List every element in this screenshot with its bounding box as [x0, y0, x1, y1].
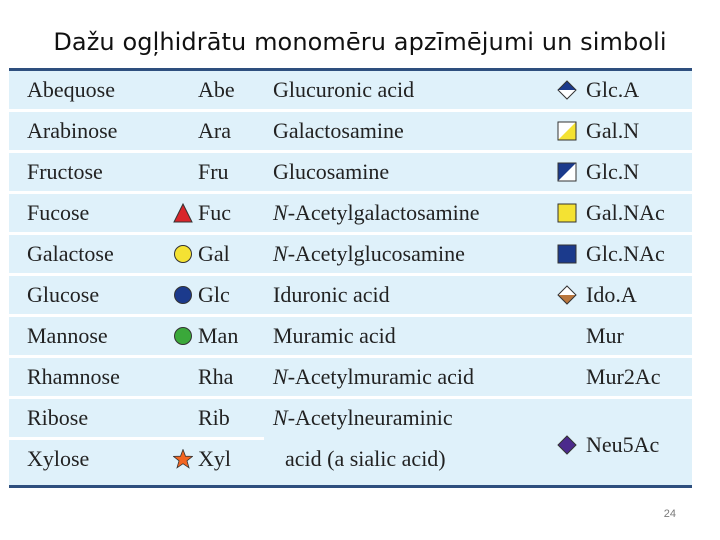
monomer-abbreviation: Xyl — [198, 446, 231, 471]
purple-diamond-icon — [557, 435, 577, 455]
monomer-abbreviation: Rib — [198, 405, 230, 430]
monomer-name: Muramic acid — [273, 323, 396, 348]
monomer-abbreviation: Mur2Ac — [586, 364, 661, 389]
yellow-square-icon — [557, 203, 577, 223]
monomer-name: Iduronic acid — [273, 282, 390, 307]
monomer-abbreviation: Gal.N — [586, 118, 640, 143]
monomer-abbreviation: Glc.NAc — [586, 241, 665, 266]
monomer-abbreviation: Gal.NAc — [586, 200, 665, 225]
monomer-symbol-table — [9, 68, 692, 488]
square-half-yellow-white-icon — [557, 121, 577, 141]
monomer-name: Xylose — [27, 446, 90, 471]
table-row — [9, 432, 692, 478]
monomer-name: Fructose — [27, 159, 103, 184]
monomer-abbreviation: Ara — [198, 118, 231, 143]
monomer-name: Abequose — [27, 77, 115, 102]
monomer-name: Mannose — [27, 323, 108, 348]
navy-square-icon — [557, 244, 577, 264]
monomer-name: Glucose — [27, 282, 100, 307]
monomer-name: Fucose — [27, 200, 90, 225]
diamond-half-white-navy-icon — [557, 80, 577, 100]
red-triangle-icon — [173, 203, 193, 223]
monomer-abbreviation: Glc.N — [586, 159, 640, 184]
yellow-circle-icon — [173, 244, 193, 264]
monomer-name: Glucuronic acid — [273, 77, 415, 102]
table-row — [9, 71, 692, 109]
monomer-abbreviation: Rha — [198, 364, 234, 389]
monomer-abbreviation: Mur — [586, 323, 624, 348]
monomer-abbreviation: Glc — [198, 282, 230, 307]
monomer-abbreviation: Gal — [198, 241, 230, 266]
monomer-name: N-Acetylgalactosamine — [273, 200, 480, 225]
diamond-half-white-brown-icon — [557, 285, 577, 305]
page-number: 24 — [663, 508, 676, 520]
monomer-name: acid (a sialic acid) — [285, 446, 446, 471]
monomer-name: Ribose — [27, 405, 89, 430]
green-circle-icon — [173, 326, 193, 346]
square-half-navy-white-icon — [557, 162, 577, 182]
table-row — [9, 153, 692, 191]
monomer-name: N-Acetylneuraminic — [273, 405, 453, 430]
monomer-abbreviation: Neu5Ac — [586, 432, 660, 457]
table-row — [9, 235, 692, 273]
table-row — [9, 112, 692, 150]
table-row — [9, 358, 692, 396]
monomer-abbreviation: Fru — [198, 159, 229, 184]
slide-title: Dažu ogļhidrātu monomēru apzīmējumi un simboli — [53, 28, 667, 56]
monomer-name: N-Acetylglucosamine — [273, 241, 465, 266]
monomer-abbreviation: Abe — [198, 77, 235, 102]
monomer-abbreviation: Glc.A — [586, 77, 640, 102]
monomer-abbreviation: Ido.A — [586, 282, 637, 307]
orange-star-icon — [173, 449, 193, 469]
monomer-name: Galactose — [27, 241, 114, 266]
monomer-name: Glucosamine — [273, 159, 390, 184]
monomer-name: Rhamnose — [27, 364, 120, 389]
monomer-name: N-Acetylmuramic acid — [273, 364, 474, 389]
monomer-abbreviation: Man — [198, 323, 239, 348]
table-row — [9, 276, 692, 314]
navy-circle-icon — [173, 285, 193, 305]
monomer-abbreviation: Fuc — [198, 200, 231, 225]
table-row — [9, 194, 692, 232]
monomer-name: Galactosamine — [273, 118, 404, 143]
table-row — [9, 317, 692, 355]
monomer-name: Arabinose — [27, 118, 118, 143]
